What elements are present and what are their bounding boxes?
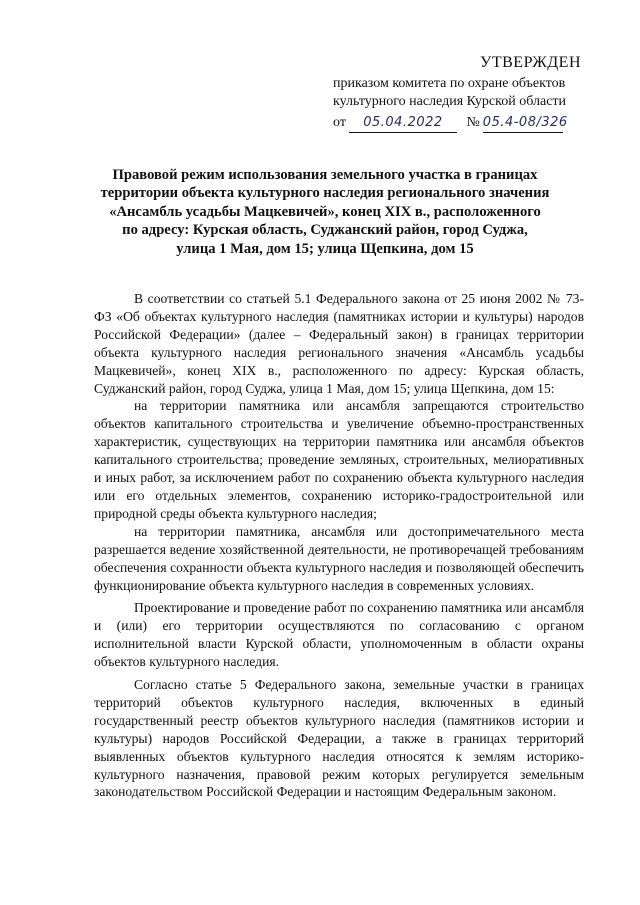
paragraph: В соответствии со статьей 5.1 Федерального закона от 25 июня 2002 № 73-ФЗ «Об объектах культурного наследия (памятниках истории и культуры) народов Российской Федерации» (далее – Федеральный закон) в границах территории объекта культурного наследия регионального значения «Ансамбль усадьбы Мацкевичей», конец XIX в., расположенного по адресу: Курская область, Суджанский район, город Суджа, улица 1 Мая, дом 15; улица Щепкина, дом 15: <box>94 291 584 396</box>
paragraph: Согласно статье 5 Федерального закона, земельные участки в границах территорий объектов культурного наследия, включенных в единый государственный реестр объектов культурного наследия (памятников истории и культуры) народов Российской Федерации, а также в границах территорий выявленных объектов культурного наследия относятся к землям историко-культурного назначения, правовой режим которых регулируется земельным законодательством Российской Федерации и настоящим Федеральным законом. <box>94 677 584 800</box>
title-line: «Ансамбль усадьбы Мацкевичей», конец XIX в., расположенного <box>109 203 541 220</box>
date-prefix: от <box>333 115 346 130</box>
document-body <box>94 290 584 801</box>
approval-title: УТВЕРЖДЕН <box>480 54 581 71</box>
approval-date-line <box>333 114 603 133</box>
number-prefix: № <box>466 115 480 130</box>
approval-block <box>333 54 603 133</box>
handwritten-date: 05.04.2022 <box>349 114 457 133</box>
paragraph: Проектирование и проведение работ по сохранению памятника или ансамбля и (или) его территории осуществляются по согласованию с органом исполнительной власти Курской области, уполномоченным в области охраны объектов культурного наследия. <box>94 600 584 670</box>
paragraph: на территории памятника, ансамбля или достопримечательного места разрешается ведение хозяйственной деятельности, не противоречащей требованиям обеспечения сохранности объекта культурного наследия и позволяющей обеспечить функционирование объекта культурного наследия в современных условиях. <box>94 523 584 593</box>
title-line: улица 1 Мая, дом 15; улица Щепкина, дом 15 <box>176 240 474 257</box>
title-line: по адресу: Курская область, Суджанский район, город Суджа, <box>122 222 528 239</box>
document-title <box>90 166 560 258</box>
approval-line-2: культурного наследия Курской области <box>333 94 567 109</box>
title-line: Правовой режим использования земельного участка в границах <box>112 167 538 183</box>
title-line: территории объекта культурного наследия регионального значения <box>100 185 550 202</box>
handwritten-number: 05.4-08/326 <box>483 114 563 133</box>
approval-line-1: приказом комитета по охране объектов <box>333 76 566 91</box>
paragraph: на территории памятника или ансамбля запрещаются строительство объектов капитального строительства и увеличение объемно-пространственных характеристик, существующих на территории памятника или ансамбля объектов капитального строительства; проведение земляных, строительных, мелиоративных и иных работ, за исключением работ по сохранению объекта культурного наследия или его отдельных элементов, сохранению историко-градостроительной или природной среды объекта культурного наследия; <box>94 398 584 521</box>
